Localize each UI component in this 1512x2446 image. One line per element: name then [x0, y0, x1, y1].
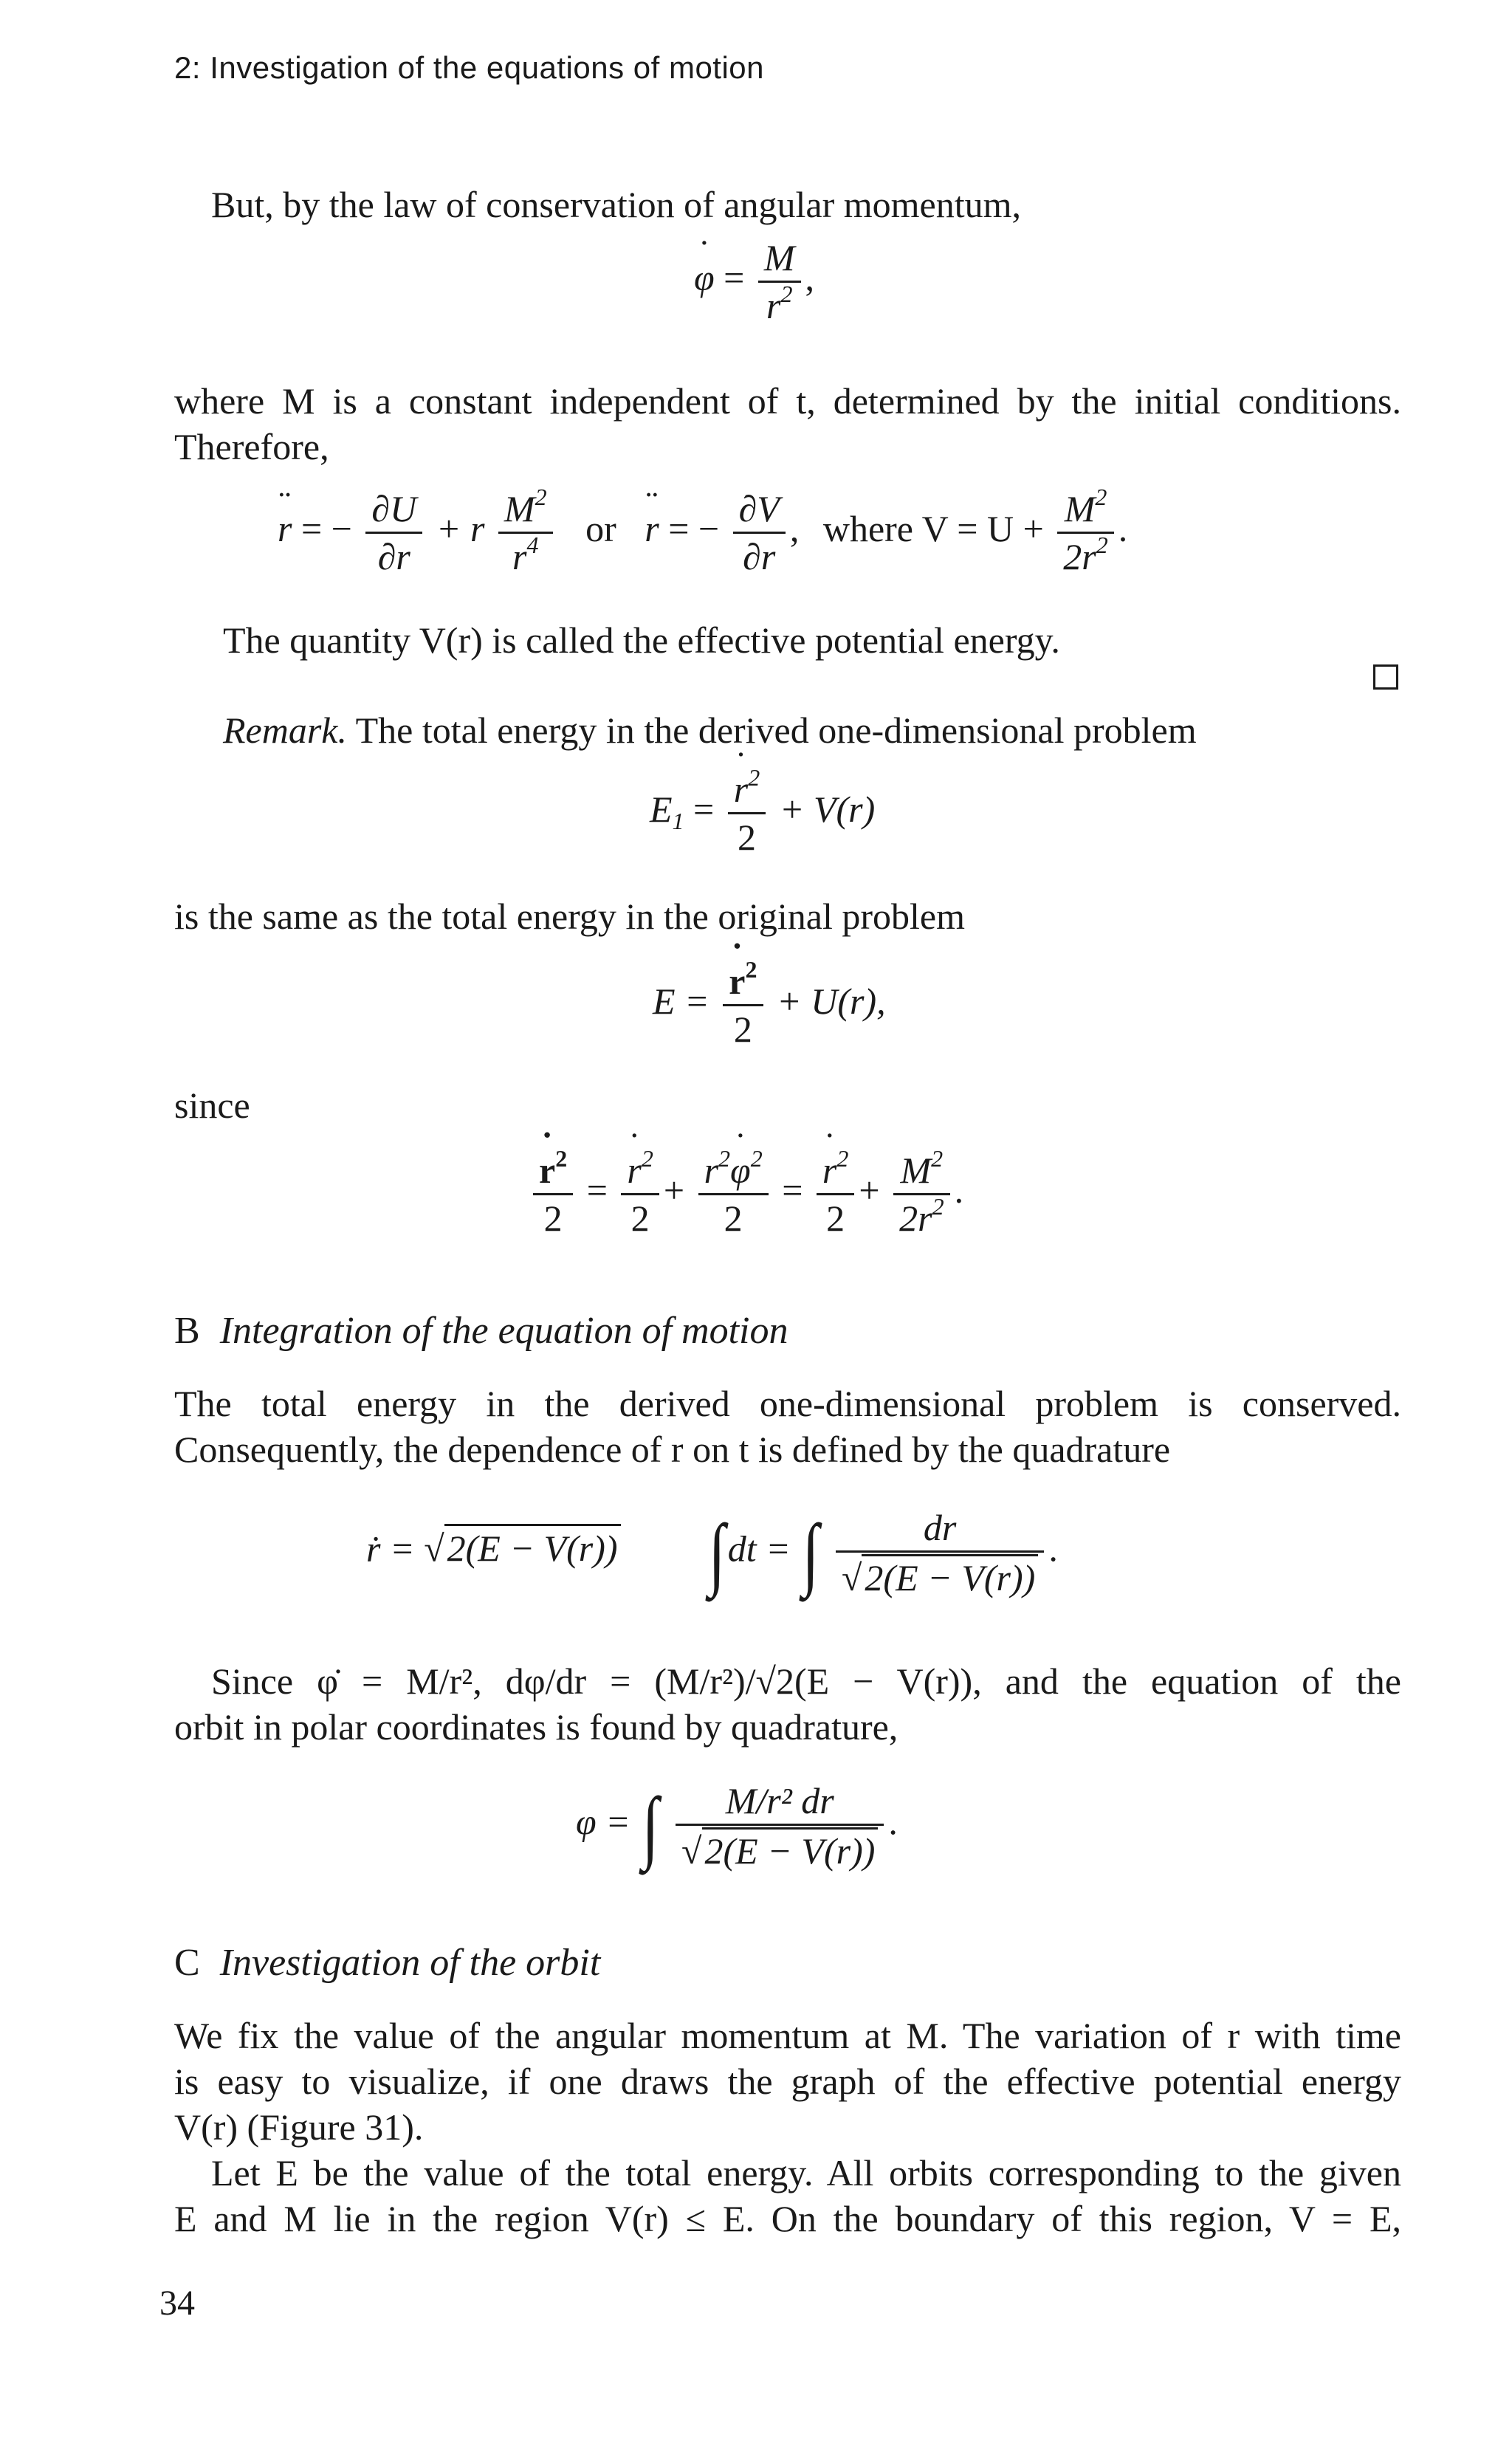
eq2-plus-r: + r — [436, 507, 485, 549]
eq5-frac4: ˙ $\frac{r^2}{2}$ — [817, 1149, 854, 1240]
eq3-lhs-sub: 1 — [672, 807, 684, 834]
eq2-where: where V = U + — [822, 507, 1044, 549]
eq2-a2-den-exp: 4 — [526, 532, 539, 558]
eq6-fraction: $\frac{dr}{√2(E - V(r))}$ — [836, 1506, 1044, 1599]
remark-paragraph — [223, 707, 1197, 753]
eq2-a2-denominator: r — [512, 536, 527, 577]
running-head: 2: Investigation of the equations of motion — [174, 50, 765, 85]
eq2-a2-fraction — [498, 484, 553, 578]
eq2-b-denominator: ∂r — [743, 536, 776, 577]
eq1-den-exponent: 2 — [780, 281, 793, 307]
eq3-denominator: 2 — [737, 817, 756, 858]
paragraph-fix-momentum-line2: is easy to visualize, if one draws the graph of the effective potential energy — [174, 2061, 1401, 2102]
equation-energy-identity: ˙ $\frac{r^2}{2}$ = ˙ $\frac{r^2}{2}$ + $\frac{r^2˙ \varphi^2}{2}$ = ˙ $\frac{r^2}{2}$ + $\frac{M^2}{2r^2}$ . — [529, 1149, 963, 1240]
equation-E1: $E_1$ = ˙ $\frac{r^2}{2}$ + V(r) — [650, 768, 875, 859]
eq2-c-den-exp: 2 — [1096, 532, 1108, 558]
eq2-c-denominator: 2r — [1063, 536, 1096, 577]
eq1-numerator: M — [758, 236, 801, 283]
eq6-radicand: 2(E − V(r)) — [444, 1524, 621, 1570]
eq7-lhs: φ = — [576, 1801, 630, 1843]
paragraph-total-energy-line1: Let E be the value of the total energy. All orbits corresponding to the given — [211, 2152, 1401, 2194]
eq4-rest: + U(r), — [777, 980, 886, 1022]
eq5-frac5: $\frac{M^2}{2r^2}$ — [893, 1149, 949, 1240]
eq5-den1: 2 — [543, 1198, 563, 1239]
eq7-den-radicand: 2(E − V(r)) — [702, 1827, 879, 1872]
eq5-plus2: + — [859, 1169, 880, 1211]
eq2-a-denominator: ∂r — [377, 536, 410, 577]
eq2-c-num-exp: 2 — [1095, 484, 1107, 510]
section-b-title: Integration of the equation of motion — [219, 1310, 788, 1352]
paragraph-since: since — [174, 1085, 250, 1126]
eq2-a-lhs: ¨ r — [278, 506, 292, 551]
eq2-minus: − — [331, 507, 352, 549]
eq4-denominator: 2 — [733, 1009, 752, 1050]
paragraph-energy-conserved-line1: The total energy in the derived one-dimensional problem is conserved. — [174, 1383, 1401, 1424]
eq5-frac3: $\frac{r^2˙ \varphi^2}{2}$ — [698, 1149, 769, 1240]
eq2-c-fraction — [1057, 484, 1113, 578]
equation-E — [653, 956, 886, 1051]
eq2-a2-num-exp: 2 — [535, 484, 547, 510]
eq2-a2-numerator: M — [504, 488, 535, 529]
eq1-tail: , — [805, 256, 815, 298]
eq5-den2: 2 — [630, 1198, 650, 1239]
eq6-dt: dt = — [727, 1528, 791, 1570]
eq2-a-fraction — [365, 487, 422, 578]
page-number: 34 — [159, 2284, 195, 2323]
equation-orbit-quadrature: φ = ∫ $\frac{\text{M/r² dr}}{√2(E - V(r))}$ . — [576, 1780, 898, 1872]
paragraph-effective-potential: The quantity V(r) is called the effective potential energy. — [223, 619, 1060, 661]
eq5-den5: 2r — [899, 1198, 932, 1239]
section-c-heading — [174, 1940, 600, 1986]
eq1-lhs: ˙ φ — [694, 255, 715, 300]
section-c-letter: C — [174, 1942, 200, 1984]
paragraph-where-M-line1: where M is a constant independent of t, determined by the initial conditions. — [174, 380, 1401, 422]
equation-quadrature-time: ṙ = √2(E − V(r)) ∫dt = ∫ $\frac{dr}{√2(E - V(r))}$ . — [366, 1507, 1058, 1598]
eq5-frac1: ˙ $\frac{r^2}{2}$ — [533, 1149, 573, 1240]
eq2-b-lhs: ¨ r — [645, 506, 659, 551]
eq7-fraction: $\frac{\text{M/r² dr}}{√2(E - V(r))}$ — [676, 1779, 884, 1872]
eq4-num-exp: 2 — [745, 956, 757, 983]
paragraph-same-energy: is the same as the total energy in the original problem — [174, 896, 966, 937]
equation-angular-velocity: ˙ φ = $\frac{M}{r^2}$ , — [694, 236, 814, 327]
eq3-lhs: E — [650, 788, 673, 830]
eq1-fraction — [758, 236, 801, 327]
eq2-c-numerator: M — [1064, 488, 1096, 529]
remark-label: Remark. — [223, 710, 347, 751]
eq5-frac2: ˙ $\frac{r^2}{2}$ — [621, 1149, 659, 1240]
equation-radial-acceleration: ¨ r = − $\frac{\partial U}{\partial r}$ + r $\frac{M^2}{r^4}$ or ¨ r = − $\frac{\partial V}{\partial r}$ , where V = U + $\frac{M^2}{2r^2}$ . — [278, 487, 1127, 578]
paragraph-fix-momentum-line3: V(r) (Figure 31). — [174, 2106, 424, 2148]
eq3-fraction — [728, 764, 766, 859]
section-b-letter: B — [174, 1310, 200, 1352]
paragraph-fix-momentum-line1: We fix the value of the angular momentum at M. The variation of r with time — [174, 2015, 1401, 2056]
eq4-fraction — [723, 956, 763, 1051]
section-c-title: Investigation of the orbit — [219, 1942, 601, 1984]
paragraph-conservation: But, by the law of conservation of angular momentum, — [211, 184, 1021, 225]
paragraph-total-energy-line2: E and M lie in the region V(r) ≤ E. On the boundary of this region, V = E, — [174, 2198, 1401, 2239]
paragraph-orbit-line1: Since φ̇ = M/r², dφ/dr = (M/r²)/√2(E − V(r)), and the equation of the — [211, 1660, 1401, 1702]
eq6-numerator: dr — [836, 1506, 1044, 1553]
eq2-b-fraction — [733, 487, 786, 578]
eq5-den4: 2 — [826, 1198, 845, 1239]
eq2-b-numerator: ∂V — [733, 487, 786, 534]
eq4-lhs: E = — [653, 980, 709, 1022]
section-b-heading — [174, 1308, 788, 1354]
eq1-denominator: r — [766, 285, 781, 326]
eq6-lhs: ṙ = — [366, 1528, 425, 1570]
eq5-plus1: + — [663, 1169, 685, 1211]
eq6-den-radicand: 2(E − V(r)) — [862, 1554, 1038, 1599]
paragraph-energy-conserved-line2: Consequently, the dependence of r on t is defined by the quadrature — [174, 1429, 1171, 1470]
eq5-den3: 2 — [724, 1198, 743, 1239]
eq3-num-exp: 2 — [748, 764, 760, 791]
eq3-numerator: ˙ r — [734, 768, 748, 811]
paragraph-orbit-line2: orbit in polar coordinates is found by quadrature, — [174, 1706, 898, 1748]
qed-box-icon — [1373, 664, 1398, 690]
eq4-numerator: ˙ r — [729, 960, 745, 1003]
eq2-or: or — [585, 507, 616, 549]
eq7-numerator: M/r² dr — [676, 1779, 884, 1826]
eq3-rest: + V(r) — [779, 788, 876, 830]
remark-text: The total energy in the derived one-dimensional problem — [355, 710, 1197, 751]
eq2-a-numerator: ∂U — [365, 487, 422, 534]
paragraph-where-M-line2: Therefore, — [174, 426, 329, 467]
